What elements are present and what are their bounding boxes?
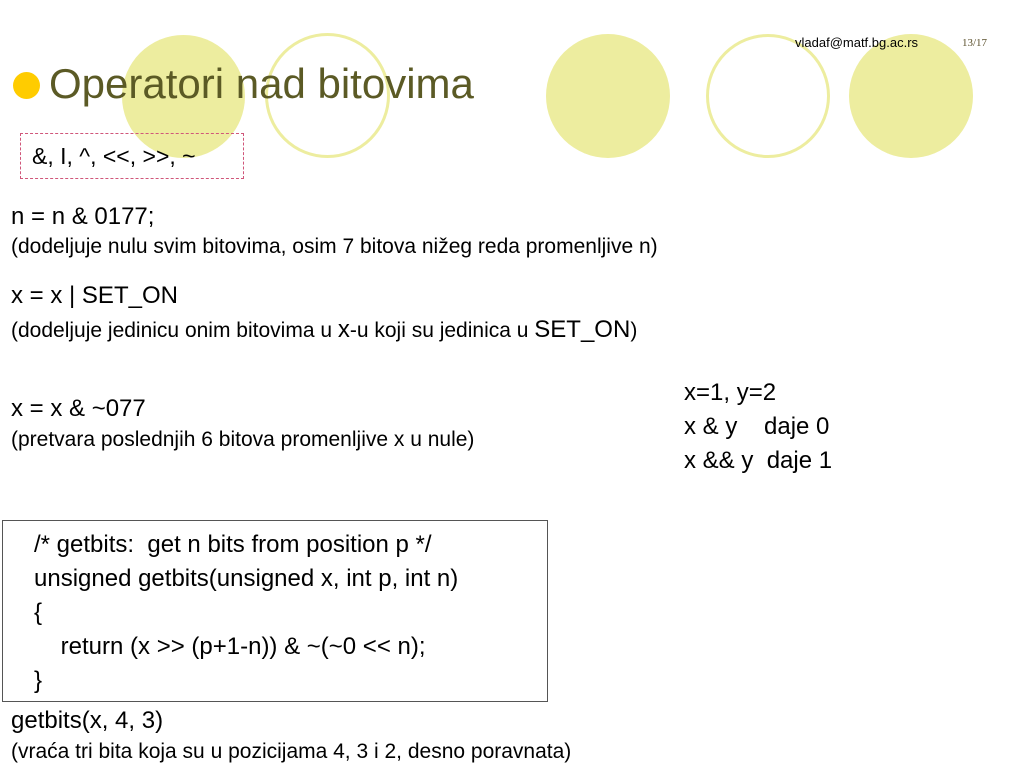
operators-list: &, I, ^, <<, >>, ~ [32, 143, 196, 169]
example-1-code: n = n & 0177; [11, 203, 155, 230]
call-example-code: getbits(x, 4, 3) [11, 707, 164, 734]
example-2-note-mid: -u koji su jedinica u [349, 319, 535, 342]
page-number: 13/17 [962, 37, 988, 49]
decor-circle-4 [706, 34, 830, 158]
code-line-3: { [34, 599, 43, 626]
code-line-2: unsigned getbits(unsigned x, int p, int n) [34, 565, 459, 592]
example-3-note: (pretvara poslednjih 6 bitova promenljive x u nule) [11, 428, 475, 451]
author-email: vladaf@matf.bg.ac.rs [795, 35, 919, 50]
decor-circle-5 [849, 34, 973, 158]
example-2-note-x: x [337, 316, 350, 343]
call-example-note: (vraća tri bita koja su u pozicijama 4, 3 i 2, desno poravnata) [11, 740, 572, 763]
example-2-note [11, 316, 637, 344]
side-example-line-3: x && y daje 1 [684, 447, 833, 474]
code-line-4: return (x >> (p+1-n)) & ~(~0 << n); [34, 633, 426, 660]
example-2-note-set: SET_ON [534, 316, 631, 343]
slide-title: Operatori nad bitovima [49, 60, 474, 107]
title-bullet-icon [13, 72, 40, 99]
example-2-note-pre: (dodeljuje jedinicu onim bitovima u [11, 319, 338, 342]
side-example-line-1: x=1, y=2 [684, 379, 777, 406]
example-1-note: (dodeljuje nulu svim bitovima, osim 7 bitova nižeg reda promenljive n) [11, 235, 658, 258]
code-line-5: } [34, 667, 43, 694]
side-example-line-2: x & y daje 0 [684, 413, 830, 440]
example-3-code: x = x & ~077 [11, 395, 146, 422]
code-line-1: /* getbits: get n bits from position p */ [34, 531, 432, 558]
example-2-code: x = x | SET_ON [11, 282, 178, 309]
decor-circle-3 [546, 34, 670, 158]
example-2-note-end: ) [630, 319, 638, 342]
